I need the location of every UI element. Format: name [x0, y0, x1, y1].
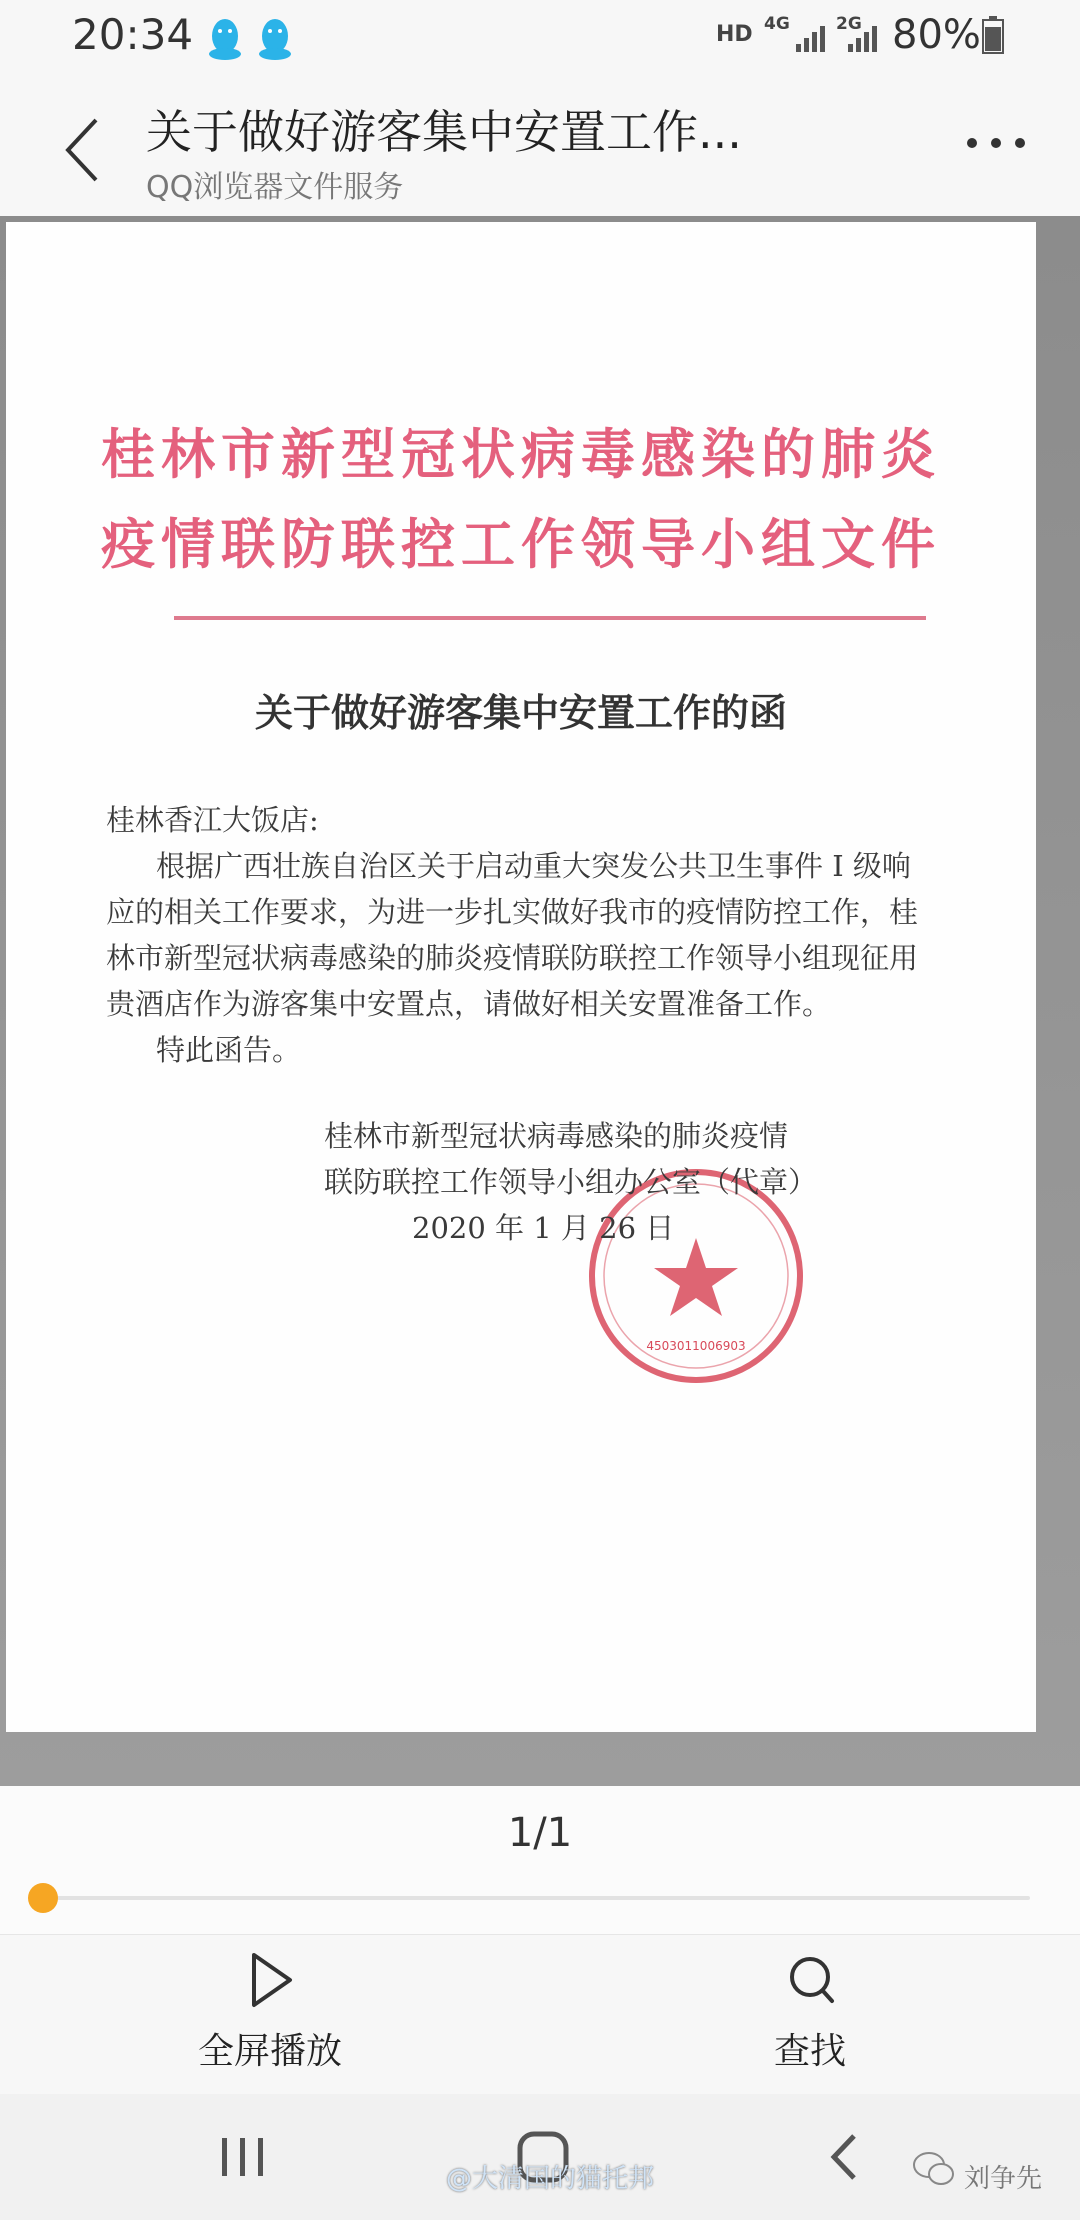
- more-options-icon[interactable]: [964, 130, 1028, 156]
- document-header-line1: 桂林市新型冠状病毒感染的肺炎: [101, 422, 941, 486]
- watermark-right: 刘争先: [964, 2164, 1043, 2194]
- page-subtitle: QQ浏览器文件服务: [146, 170, 404, 205]
- signal-icon: [846, 22, 886, 52]
- document-title: 关于做好游客集中安置工作的函: [254, 690, 787, 735]
- document-body-line: 应的相关工作要求，为进一步扎实做好我市的疫情防控工作，桂: [106, 895, 919, 929]
- status-bar: [0, 0, 1080, 80]
- document-viewer[interactable]: [0, 216, 1080, 1786]
- find-button[interactable]: [660, 1935, 960, 2095]
- seal-number: 4503011006903: [646, 1339, 746, 1353]
- page-counter: 1/1: [507, 1810, 573, 1856]
- document-page: [6, 222, 1036, 1732]
- document-signature-line2: 联防联控工作领导小组办公室（代章）: [324, 1165, 818, 1199]
- document-signature-line1: 桂林市新型冠状病毒感染的肺炎疫情: [324, 1119, 789, 1153]
- play-icon: [246, 1951, 296, 2009]
- signal-icon: [794, 22, 834, 52]
- search-icon: [786, 1951, 836, 2009]
- fullscreen-play-label: 全屏播放: [197, 2031, 342, 2072]
- pager: [0, 1786, 1080, 1934]
- qq-penguin-icon: [256, 16, 294, 62]
- document-addressee: 桂林香江大饭店:: [106, 803, 319, 837]
- fullscreen-play-button[interactable]: [120, 1935, 420, 2095]
- document-body-line: 根据广西壮族自治区关于启动重大突发公共卫生事件 I 级响: [156, 849, 911, 883]
- find-label: 查找: [773, 2031, 846, 2072]
- bottom-toolbar: [0, 1934, 1080, 2095]
- document-divider: [174, 616, 926, 620]
- network-4g-label: 4G: [764, 14, 790, 34]
- title-bar: [0, 80, 1080, 216]
- status-time: 20:34: [72, 10, 194, 59]
- network-2g-label: 2G: [836, 14, 862, 34]
- document-closing: 特此函告。: [156, 1033, 302, 1067]
- wechat-icon: [912, 2150, 956, 2188]
- recent-apps-icon[interactable]: [208, 2122, 278, 2192]
- document-body-line: 贵酒店作为游客集中安置点，请做好相关安置准备工作。: [106, 987, 832, 1021]
- system-navigation-bar: [0, 2094, 1080, 2220]
- document-header-line2: 疫情联防联控工作领导小组文件: [101, 512, 941, 576]
- battery-icon: [982, 16, 1004, 54]
- page-title: 关于做好游客集中安置工作...: [146, 105, 742, 159]
- back-arrow-icon[interactable]: [58, 110, 108, 190]
- hd-indicator: HD: [716, 22, 753, 47]
- document-body-line: 林市新型冠状病毒感染的肺炎疫情联防联控工作领导小组现征用: [106, 941, 919, 975]
- page-progress-track[interactable]: [40, 1896, 1030, 1900]
- back-nav-icon[interactable]: [810, 2122, 880, 2192]
- battery-percent: 80%: [892, 12, 981, 58]
- document-date: 2020 年 1 月 26 日: [412, 1211, 675, 1245]
- page-progress-knob[interactable]: [28, 1883, 58, 1913]
- watermark-left: @大清国的猫托邦: [446, 2164, 655, 2194]
- qq-penguin-icon: [206, 16, 244, 62]
